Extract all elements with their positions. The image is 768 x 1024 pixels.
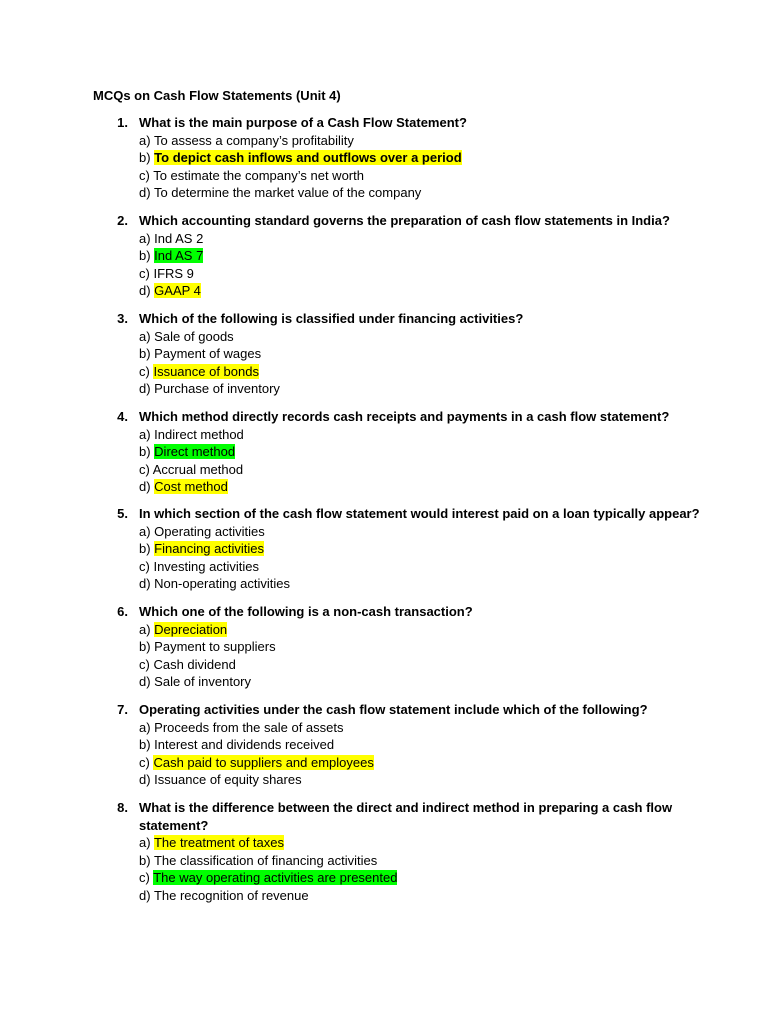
answer-option xyxy=(139,621,768,639)
option-letter: b) xyxy=(139,541,155,557)
answer-option xyxy=(139,282,768,300)
option-letter: c) xyxy=(139,558,154,574)
question-number: 8. xyxy=(117,800,128,815)
answer-option xyxy=(139,167,768,185)
answer-option xyxy=(139,656,768,674)
question-text-line: What is the main purpose of a Cash Flow Statement? xyxy=(139,115,467,130)
answer-option xyxy=(139,736,768,754)
answer-option xyxy=(139,443,768,461)
answer-option xyxy=(139,328,768,346)
question-text-line: In which section of the cash flow statement would interest paid on a loan typically appear? xyxy=(139,506,700,521)
option-text: To estimate the company’s net worth xyxy=(153,167,364,183)
answer-option xyxy=(139,869,768,887)
answer-option xyxy=(139,380,768,398)
option-text: Issuance of equity shares xyxy=(154,772,302,788)
question-text-line: statement? xyxy=(139,817,209,833)
highlighted-option-text: To depict cash inflows and outflows over a period xyxy=(154,150,462,166)
option-letter: d) xyxy=(139,772,155,788)
answer-option xyxy=(139,575,768,593)
highlighted-option-text: Cost method xyxy=(154,479,228,495)
question-text-line: Which method directly records cash receipts and payments in a cash flow statement? xyxy=(139,409,670,424)
highlighted-option-text: Direct method xyxy=(154,444,236,460)
document-title: MCQs on Cash Flow Statements (Unit 4) xyxy=(93,88,341,103)
option-text: Payment of wages xyxy=(154,346,262,362)
answer-option xyxy=(139,247,768,265)
answer-option xyxy=(139,149,768,167)
question-8 xyxy=(0,799,768,905)
question-text xyxy=(139,408,679,426)
highlighted-option-text: Depreciation xyxy=(154,621,228,637)
answer-option xyxy=(139,638,768,656)
option-letter: c) xyxy=(139,870,154,886)
answer-option xyxy=(139,478,768,496)
highlighted-option-text: GAAP 4 xyxy=(154,283,201,299)
question-number: 6. xyxy=(117,604,128,619)
option-letter: b) xyxy=(139,346,155,362)
option-text: Indirect method xyxy=(154,426,244,442)
answer-option xyxy=(139,132,768,150)
question-number: 1. xyxy=(117,115,128,130)
option-letter: c) xyxy=(139,167,154,183)
question-number: 5. xyxy=(117,506,128,521)
answer-option xyxy=(139,230,768,248)
option-letter: b) xyxy=(139,444,155,460)
option-letter: b) xyxy=(139,248,155,264)
option-text: Non-operating activities xyxy=(154,576,291,592)
option-text: Operating activities xyxy=(154,523,265,539)
answer-option xyxy=(139,523,768,541)
answer-option xyxy=(139,673,768,691)
question-text-line: Operating activities under the cash flow statement include which of the following? xyxy=(139,702,648,717)
question-text xyxy=(139,310,679,328)
answer-option xyxy=(139,558,768,576)
question-text xyxy=(139,114,679,132)
question-text xyxy=(139,212,679,230)
option-letter: b) xyxy=(139,737,155,753)
highlighted-option-text: Financing activities xyxy=(154,541,264,557)
option-text: Payment to suppliers xyxy=(154,639,276,655)
question-text-line: Which of the following is classified under financing activities? xyxy=(139,311,524,326)
question-2 xyxy=(0,212,768,300)
option-letter: a) xyxy=(139,132,154,148)
option-letter: b) xyxy=(139,639,155,655)
highlighted-option-text: Ind AS 7 xyxy=(154,248,204,264)
option-letter: c) xyxy=(139,265,154,281)
question-text xyxy=(139,701,679,719)
option-letter: d) xyxy=(139,887,154,903)
option-letter: a) xyxy=(139,230,155,246)
option-letter: a) xyxy=(139,719,155,735)
question-3 xyxy=(0,310,768,398)
question-text-line: What is the difference between the direct and indirect method in preparing a cash flow xyxy=(139,800,673,815)
answer-option xyxy=(139,834,768,852)
answer-option xyxy=(139,852,768,870)
question-7 xyxy=(0,701,768,789)
answer-option xyxy=(139,754,768,772)
question-text xyxy=(139,799,679,834)
question-number: 2. xyxy=(117,213,128,228)
option-letter: d) xyxy=(139,283,155,299)
question-text xyxy=(139,603,679,621)
option-text: Interest and dividends received xyxy=(154,737,335,753)
option-letter: a) xyxy=(139,835,154,851)
option-letter: c) xyxy=(139,363,154,379)
option-letter: d) xyxy=(139,185,154,201)
option-text: Sale of inventory xyxy=(154,674,252,690)
option-letter: c) xyxy=(139,461,153,477)
highlighted-option-text: The way operating activities are presented xyxy=(153,870,398,886)
question-number: 3. xyxy=(117,311,128,326)
question-text xyxy=(139,505,700,523)
question-number: 7. xyxy=(117,702,128,717)
answer-option xyxy=(139,887,768,905)
question-4 xyxy=(0,408,768,496)
answer-option xyxy=(139,345,768,363)
answer-option xyxy=(139,771,768,789)
option-text: The classification of financing activities xyxy=(153,852,378,868)
option-text: Proceeds from the sale of assets xyxy=(154,719,344,735)
option-letter: a) xyxy=(139,621,155,637)
option-letter: d) xyxy=(139,674,155,690)
question-number: 4. xyxy=(117,409,128,424)
option-text: Sale of goods xyxy=(154,328,234,344)
option-text: The recognition of revenue xyxy=(153,887,309,903)
option-letter: b) xyxy=(139,150,155,166)
answer-option xyxy=(139,719,768,737)
answer-option xyxy=(139,363,768,381)
question-1 xyxy=(0,114,768,202)
option-letter: b) xyxy=(139,852,154,868)
option-letter: a) xyxy=(139,523,155,539)
answer-option xyxy=(139,265,768,283)
option-letter: c) xyxy=(139,656,154,672)
option-letter: d) xyxy=(139,576,155,592)
question-text-line: Which one of the following is a non-cash transaction? xyxy=(139,604,473,619)
answer-option xyxy=(139,184,768,202)
option-text: To determine the market value of the company xyxy=(153,185,422,201)
question-text-line: Which accounting standard governs the preparation of cash flow statements in India? xyxy=(139,213,670,228)
option-letter: d) xyxy=(139,381,155,397)
option-letter: d) xyxy=(139,479,155,495)
answer-option xyxy=(139,540,768,558)
answer-option xyxy=(139,461,768,479)
highlighted-option-text: The treatment of taxes xyxy=(153,835,285,851)
question-6 xyxy=(0,603,768,691)
option-text: Investing activities xyxy=(153,558,259,574)
option-text: To assess a company’s profitability xyxy=(153,132,354,148)
option-text: Accrual method xyxy=(152,461,244,477)
option-text: IFRS 9 xyxy=(153,265,194,281)
option-text: Ind AS 2 xyxy=(154,230,204,246)
highlighted-option-text: Cash paid to suppliers and employees xyxy=(153,754,374,770)
option-text: Purchase of inventory xyxy=(154,381,280,397)
option-letter: a) xyxy=(139,426,155,442)
question-5 xyxy=(0,505,768,593)
highlighted-option-text: Issuance of bonds xyxy=(153,363,259,379)
option-text: Cash dividend xyxy=(153,656,236,672)
answer-option xyxy=(139,426,768,444)
option-letter: c) xyxy=(139,754,154,770)
option-letter: a) xyxy=(139,328,155,344)
